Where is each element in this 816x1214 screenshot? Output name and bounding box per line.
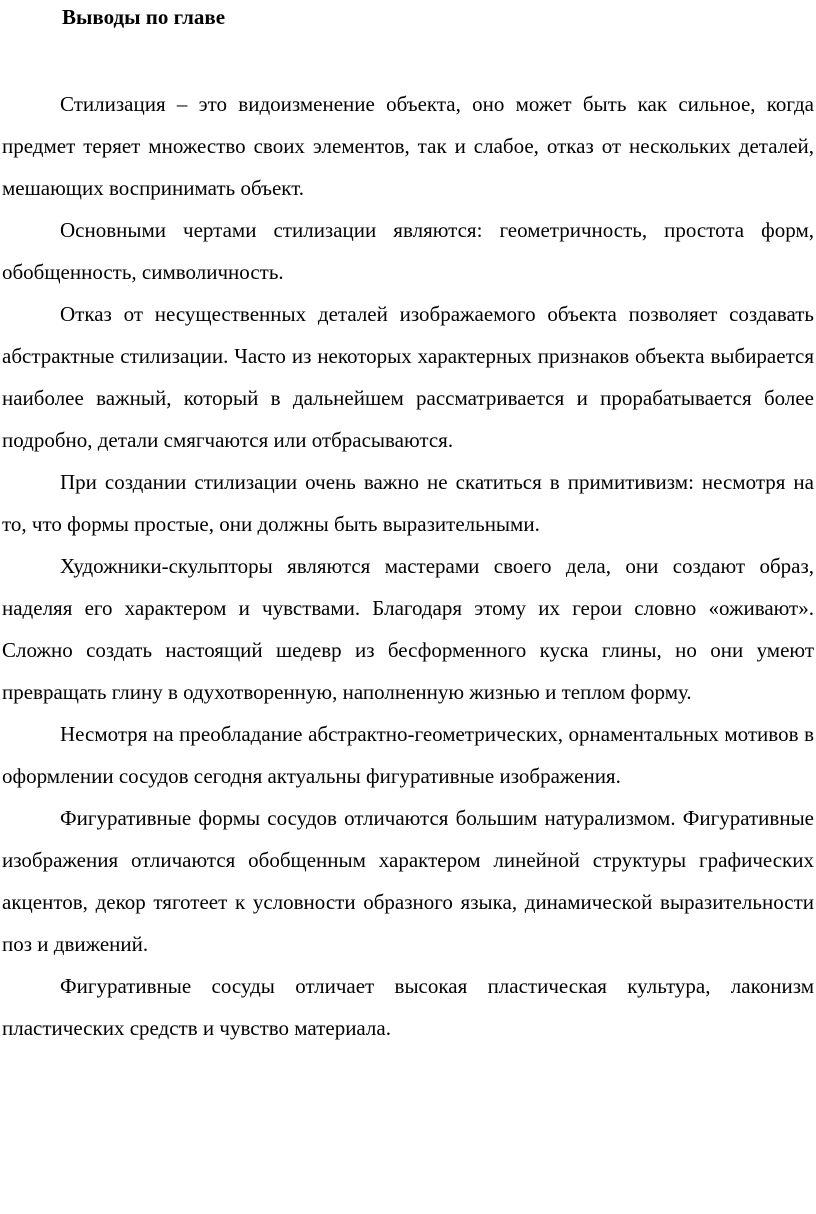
paragraph: Основными чертами стилизации являются: геометричность, простота форм, обобщенность, символичность. — [2, 218, 814, 284]
paragraph: Фигуративные формы сосудов отличаются большим натурализмом. Фигуративные изображения отличаются обобщенным характером линейной структуры графических акцентов, декор тяготеет к условности образного языка, динамической выразительности поз и движений. — [2, 806, 814, 956]
paragraph: Отказ от несущественных деталей изображаемого объекта позволяет создавать абстрактные стилизации. Часто из некоторых характерных признаков объекта выбирается наиболее важный, который в дальнейшем рассматривается и прорабатывается более подробно, детали смягчаются или отбрасываются. — [2, 302, 814, 452]
document-body — [2, 83, 814, 1049]
chapter-conclusions-heading: Выводы по главе — [62, 5, 226, 29]
paragraph: Стилизация – это видоизменение объекта, оно может быть как сильное, когда предмет теряет множество своих элементов, так и слабое, отказ от нескольких деталей, мешающих воспринимать объект. — [2, 92, 814, 200]
paragraph: Несмотря на преобладание абстрактно-геометрических, орнаментальных мотивов в оформлении сосудов сегодня актуальны фигуративные изображения. — [2, 722, 814, 788]
paragraph: Художники-скульпторы являются мастерами своего дела, они создают образ, наделяя его характером и чувствами. Благодаря этому их герои словно «оживают». Сложно создать настоящий шедевр из бесформенного куска глины, но они умеют превращать глину в одухотворенную, наполненную жизнью и теплом форму. — [2, 554, 814, 704]
paragraph: Фигуративные сосуды отличает высокая пластическая культура, лаконизм пластических средств и чувство материала. — [2, 974, 814, 1040]
paragraph: При создании стилизации очень важно не скатиться в примитивизм: несмотря на то, что формы простые, они должны быть выразительными. — [2, 470, 814, 536]
